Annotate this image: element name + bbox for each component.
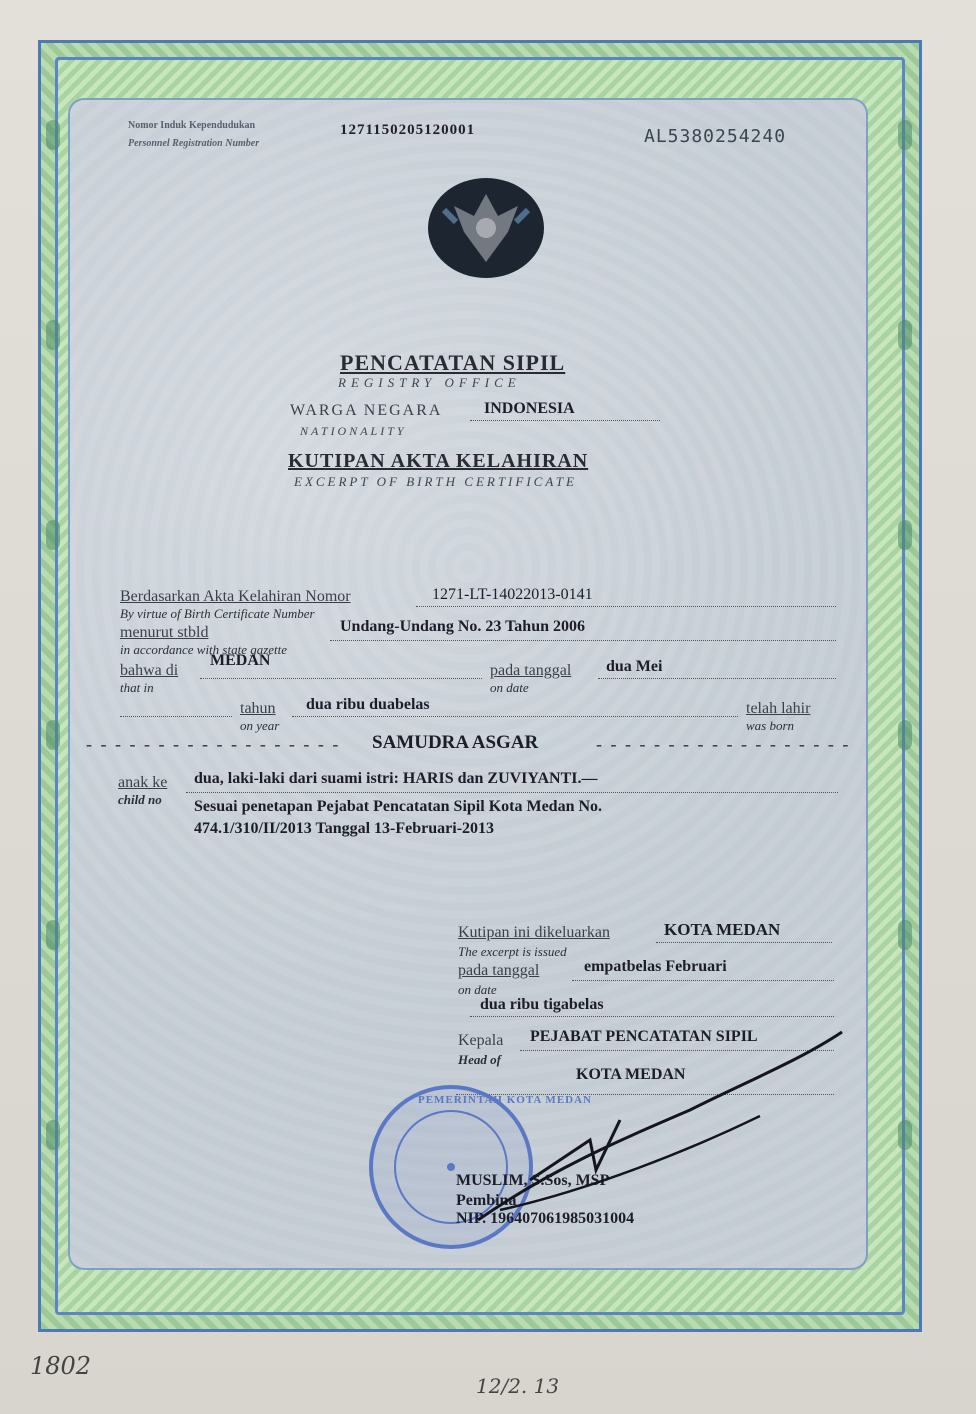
year-label-en: on year bbox=[240, 718, 280, 733]
issue-date-value-2: dua ribu tigabelas bbox=[480, 996, 604, 1013]
place-label-en: that in bbox=[120, 680, 154, 695]
nik-label-en: Personnel Registration Number bbox=[128, 138, 260, 149]
border-ornament bbox=[898, 720, 912, 750]
dotted-line bbox=[572, 980, 834, 981]
gazette-label-en: in accordance with state gazette bbox=[120, 642, 288, 657]
cert-number-value: 1271-LT-14022013-0141 bbox=[432, 586, 593, 603]
decree-note-line2: 474.1/310/II/2013 Tanggal 13-Februari-2013 bbox=[194, 820, 495, 837]
issued-label-en: The excerpt is issued bbox=[458, 944, 567, 959]
serial-number: AL5380254240 bbox=[644, 126, 787, 147]
official-name: MUSLIM, S.Sos, MSP bbox=[456, 1172, 610, 1189]
name-dash-left: - - - - - - - - - - - - - - - - - - bbox=[86, 734, 341, 754]
margin-note-center: 12/2. 13 bbox=[476, 1374, 560, 1398]
dotted-line bbox=[416, 606, 836, 607]
born-label: telah lahir bbox=[746, 700, 811, 717]
issue-date-label: pada tanggal bbox=[458, 962, 540, 979]
dotted-line bbox=[200, 678, 482, 679]
issue-date-value-1: empatbelas Februari bbox=[584, 958, 727, 975]
issued-value: KOTA MEDAN bbox=[664, 920, 781, 939]
decree-note-line1: Sesuai penetapan Pejabat Pencatatan Sipil Kota Medan No. bbox=[194, 798, 603, 815]
border-ornament bbox=[46, 920, 60, 950]
child-no-label-en: child no bbox=[118, 792, 162, 807]
margin-note-left: 1802 bbox=[30, 1352, 92, 1380]
child-no-label: anak ke bbox=[118, 774, 168, 791]
border-ornament bbox=[46, 120, 60, 150]
issued-label: Kutipan ini dikeluarkan bbox=[458, 924, 610, 941]
border-ornament bbox=[46, 720, 60, 750]
dotted-line bbox=[120, 716, 232, 717]
border-ornament bbox=[898, 520, 912, 550]
date-label-en: on date bbox=[490, 680, 529, 695]
gazette-value: Undang-Undang No. 23 Tahun 2006 bbox=[340, 618, 585, 635]
born-label-en: was born bbox=[746, 718, 795, 733]
signature bbox=[470, 1020, 850, 1240]
child-name: SAMUDRA ASGAR bbox=[372, 732, 539, 753]
border-ornament bbox=[46, 320, 60, 350]
place-value: MEDAN bbox=[210, 652, 271, 669]
head-value-1: PEJABAT PENCATATAN SIPIL bbox=[530, 1028, 758, 1045]
nik-label: Nomor Induk Kependudukan bbox=[128, 120, 256, 131]
gazette-label: menurut stbld bbox=[120, 624, 209, 641]
registry-title: PENCATATAN SIPIL bbox=[340, 350, 566, 375]
dotted-line bbox=[292, 716, 738, 717]
border-ornament bbox=[46, 520, 60, 550]
name-dash-right: - - - - - - - - - - - - - - - - - - bbox=[596, 734, 851, 754]
year-label: tahun bbox=[240, 700, 276, 717]
registry-title-en: REGISTRY OFFICE bbox=[338, 375, 521, 390]
head-value-2: KOTA MEDAN bbox=[576, 1066, 686, 1083]
cert-number-label-en: By virtue of Birth Certificate Number bbox=[120, 606, 315, 621]
nationality-label: WARGA NEGARA bbox=[290, 402, 443, 419]
document-title: KUTIPAN AKTA KELAHIRAN bbox=[288, 450, 589, 472]
cert-number-label: Berdasarkan Akta Kelahiran Nomor bbox=[120, 588, 351, 605]
nationality-label-en: NATIONALITY bbox=[300, 424, 407, 438]
dotted-line bbox=[470, 1016, 834, 1017]
border-ornament bbox=[898, 1120, 912, 1150]
dotted-line bbox=[470, 420, 660, 421]
nationality-value: INDONESIA bbox=[484, 400, 575, 417]
issue-date-label-en: on date bbox=[458, 982, 497, 997]
place-label: bahwa di bbox=[120, 662, 179, 679]
border-ornament bbox=[898, 320, 912, 350]
dotted-line bbox=[186, 792, 838, 793]
dotted-line bbox=[598, 678, 836, 679]
date-value: dua Mei bbox=[606, 658, 663, 675]
dotted-line bbox=[330, 640, 836, 641]
year-value: dua ribu duabelas bbox=[306, 696, 430, 713]
head-label: Kepala bbox=[458, 1032, 504, 1049]
nik-value: 1271150205120001 bbox=[340, 122, 476, 138]
child-no-value: dua, laki-laki dari suami istri: HARIS dan ZUVIYANTI.— bbox=[194, 770, 598, 787]
border-ornament bbox=[898, 920, 912, 950]
official-nip: NIP. 196407061985031004 bbox=[456, 1210, 635, 1227]
date-label: pada tanggal bbox=[490, 662, 572, 679]
garuda-emblem-icon bbox=[426, 176, 546, 280]
document-title-en: EXCERPT OF BIRTH CERTIFICATE bbox=[294, 474, 577, 489]
official-rank: Pembina bbox=[456, 1192, 517, 1209]
stamp-text: PEMERINTAH KOTA MEDAN bbox=[418, 1094, 592, 1106]
dotted-line bbox=[656, 942, 832, 943]
head-label-en: Head of bbox=[458, 1052, 501, 1067]
border-ornament bbox=[898, 120, 912, 150]
border-ornament bbox=[46, 1120, 60, 1150]
